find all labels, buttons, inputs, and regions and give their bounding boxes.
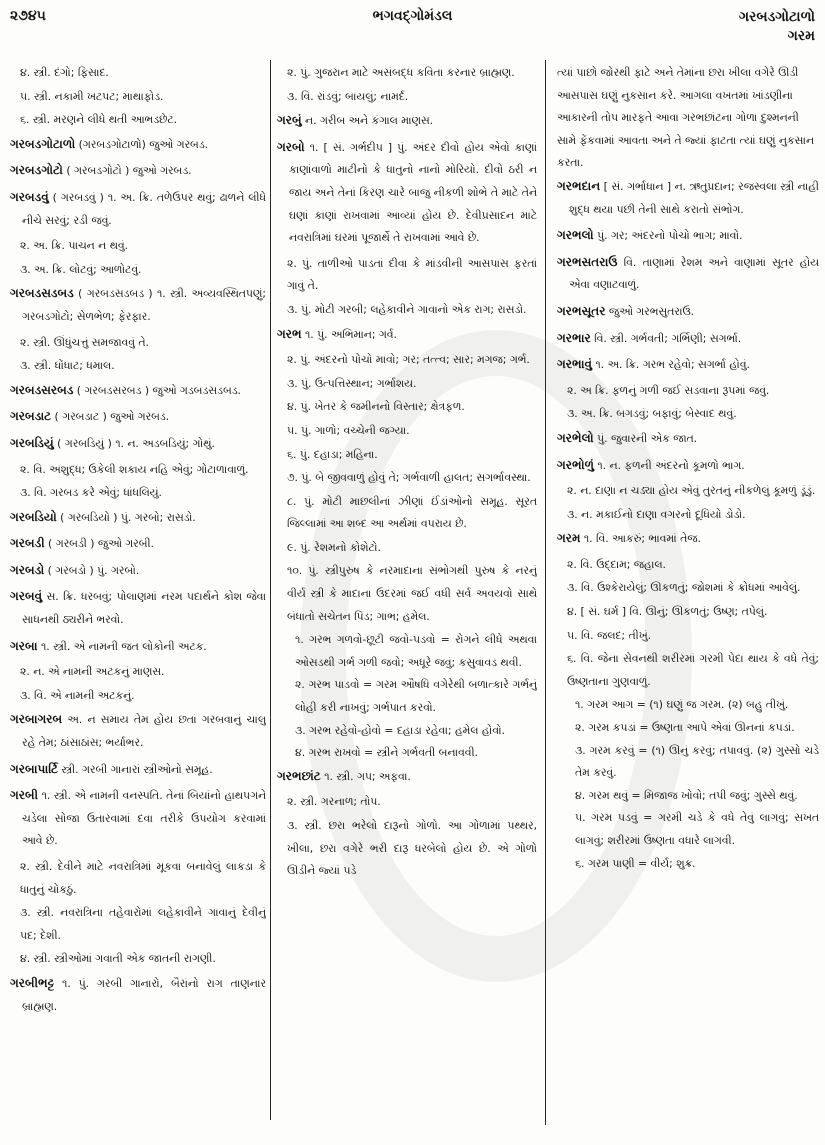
sub-sense: ૨. પું. અંદરનો પોચો માવો; ગર; તત્ત્વ; સાર; મગજ; ગર્ભ. — [287, 353, 530, 367]
sub-sense: ૬. વિ. જેના સેવનથી શરીરમાં ગરમી પેદા થાય કે વધે તેવું; ઉષ્ણતાના ગુણવાળું. — [567, 652, 819, 688]
headword: ગરબડગોટો — [10, 163, 63, 178]
headword: ગરબડાટ — [10, 409, 52, 424]
dictionary-entry — [557, 224, 819, 248]
dictionary-entry — [10, 635, 266, 659]
sub-sense: ૨. ન. દાણા ન ચડ્યા હોય એવું તુરતનું નીકળેલું કૂમળું ડૂંડું. — [567, 484, 816, 498]
dictionary-entry — [557, 353, 819, 377]
definition: ન. ગરીબ અને કંગાલ માણસ. — [301, 114, 434, 128]
dictionary-entry — [557, 427, 819, 451]
idiom-phrase: ૧. ગરમ આગ = (૧) ઘણું જ ગરમ. (૨) બહુ તીખું. — [575, 698, 789, 712]
definition: ૧. સ્ત્રી. એ નામની વનસ્પતિ. તેનાં બિયાંનો હાથપગને ચડેલા સોજા ઉતારવામાં દવા તરીકે ઉપયોગ કરવામાં આવે છે. — [22, 789, 266, 848]
page-number: ૨૭૪૫ — [10, 8, 46, 24]
definition: [ સં. ગર્ભાધાન ] ન. ઋતુપ્રદાન; રજસ્વલા સ્ત્રી નાહી શુદ્ધ થયા પછી તેની સાથે કરાતો સંભોગ. — [569, 179, 819, 216]
dictionary-entry — [10, 379, 266, 403]
dictionary-entry — [10, 506, 266, 530]
dictionary-entry — [10, 159, 266, 183]
definition: (ગરબડગોટાળો) જુઓ ગરબડ. — [75, 137, 209, 151]
headword: ગરબડસડબડ — [10, 286, 74, 301]
definition: ( ગરબડો ) પું. ગરબો. — [44, 563, 140, 577]
sub-sense: ૨. સ્ત્રી. ગરનાળ; તોપ. — [287, 795, 381, 809]
definition: ૧. પું. અભિમાન; ગર્વ. — [301, 327, 397, 341]
definition: ૧. અ. ક્રિ. ગરભ રહેવો; સગર્ભા હોવું. — [591, 358, 750, 372]
dictionary-entry — [10, 282, 266, 328]
headword: ગરભસતરાઉ — [557, 254, 618, 269]
dictionary-entry — [10, 972, 266, 1018]
idiom-phrase: ૫. ગરમ પડવું = ગરમી ચડે કે વધે તેવું લાગવું; સખત લાગવું; શરીરમાં ઉષ્ણતા વધારે લાગવી. — [575, 811, 819, 847]
headword: ગરભોળું — [557, 457, 594, 472]
headword: ગરબો — [277, 139, 305, 154]
sub-sense: ૫. વિ. જલદ; તીખું. — [567, 628, 652, 642]
guide-words — [739, 8, 815, 46]
definition: ( ગરબડાટ ) જુઓ ગરબડ. — [51, 410, 170, 424]
dictionary-entry — [10, 532, 266, 556]
headword: ગરભદાન — [557, 178, 601, 193]
sub-sense: ૩. વિ. ગરબડ કરે એવું; ધાંધલિયું. — [20, 486, 162, 500]
headword: ગરભલો — [557, 228, 594, 243]
definition: સ. ક્રિ. ધરબવું; પોલાણમાં નરમ પદાર્થને કોશ જેવા સાધનથી ઠ્યરીને ભરવો. — [22, 590, 266, 627]
idiom-phrase: ૩. ગરભ રહેવો-હોવો = દહાડા રહેવા; હમેલ હોવો. — [295, 723, 506, 737]
dictionary-entry — [557, 527, 819, 551]
definition: ( ગરબડસડબડ ) ૧. સ્ત્રી. અવ્યવસ્થિતપણું; ગરબડગોટો; સેળભેળ; ફેરફાર. — [22, 287, 266, 323]
definition: ૧. ન. ફળની અંદરનો કૂમળો ભાગ. — [593, 458, 745, 472]
dictionary-entry — [10, 405, 266, 429]
sub-sense: ૩. અ. ક્રિ. બગડવું; બફાવું; બેસ્વાદ થવું. — [567, 407, 737, 421]
definition: ( ગરબડસરબડ ) જુઓ ગડબડસડબડ. — [73, 383, 241, 397]
sub-sense: ૩. પું. મોટી ગરબી; લહેકાવીને ગાવાનો એક રાગ; રાસડો. — [287, 302, 527, 316]
idiom-phrase: ૬. ગરમ પાણી = વીર્ય; શુક્ર. — [575, 856, 696, 870]
sub-sense: ૧૦. પું. સ્ત્રીપુરુષ કે નરમાદાના સંભોગથી પુરુષ કે નરનું વીર્ય સ્ત્રી કે માદાના ઉદરમાં જઈ વધી સર્વ અવયવો સાથે બંધાતો સચેતન પિંડ; ગાભ; હમેલ. — [287, 564, 537, 623]
dictionary-entry — [557, 251, 819, 297]
sub-sense: ૨. વિ. ઉદ્દામ; જહાલ. — [567, 557, 666, 571]
headword: ગરબીભટ્ટ — [10, 975, 55, 990]
sub-sense: ૨. સ્ત્રી. ઊંધુંચત્તું સમજાવવું તે. — [20, 335, 149, 349]
column-divider — [545, 60, 546, 1125]
dictionary-entry — [557, 327, 819, 351]
running-title: ભગવદ્ગોમંડલ — [372, 8, 453, 24]
sub-sense: ૩. વિ. રાંડવું; બાયલું; નામર્દ. — [287, 89, 409, 103]
definition: વિ. તાણામાં રેશમ અને વાણામાં સૂતર હોય એવા વણાટવાળું. — [569, 255, 819, 292]
headword: ગરબડવું — [10, 189, 49, 204]
dictionary-entry — [10, 585, 266, 631]
sub-sense: ૯. પું. રેશમનો કોશેટો. — [287, 540, 381, 554]
headword: ગરબા — [10, 638, 38, 653]
headword: ગરભેલો — [557, 430, 594, 445]
sub-sense: ૬. પું. દહાડા; મહિના. — [287, 447, 378, 461]
headword: ગરબવું — [10, 589, 43, 604]
sub-sense: ૩. અ. ક્રિ. લોટવું; આળોટવું. — [20, 262, 142, 276]
headword: ગરમ — [557, 531, 581, 546]
sub-sense: ૩. પું. ઉત્પત્તિસ્થાન; ગર્ભાશય. — [287, 376, 417, 390]
column-middle — [277, 62, 537, 1122]
definition: પું. ગર; અંદરનો પોચો ભાગ; માવો. — [593, 229, 743, 243]
sub-sense: ૨. અ. ક્રિ. પાચન ન થવું. — [20, 239, 129, 253]
idiom-phrase: ૩. ગરમ કરવું = (૧) ઊનું કરવું; તપાવવું. (૨) ગુસ્સો ચડે તેમ કરવું. — [575, 743, 819, 780]
sub-sense: ૭. પું. બે જીવવાળું હોવું તે; ગર્ભવાળી હાલત; સગર્ભાવસ્થા. — [287, 471, 531, 485]
idiom-phrase: ૨. ગરભ પાડવો = ગરમ ઔષધિ વગેરેથી બળાત્કારે ગર્ભનું લોહી કરી નાખવું; ગર્ભપાત કરવો. — [295, 678, 537, 715]
definition: પું. જુવારની એક જાત. — [593, 431, 698, 445]
sub-sense: ૩. સ્ત્રી. ધોંધાટ; ધમાલ. — [20, 359, 115, 373]
column-left — [10, 62, 266, 1137]
dictionary-entry — [10, 432, 266, 456]
column-divider — [270, 60, 271, 1120]
dictionary-entry — [277, 109, 537, 133]
definition: સ્ત્રી. ગરબી ગાનારાં સ્ત્રીઓનો સમૂહ. — [57, 762, 213, 776]
definition: ( ગરબડિયો ) પું. ગરબો; રાસડો. — [56, 510, 196, 524]
sub-sense: ૮. પું. મોટી માછલીનાં ઝીણાં ઈંડાંઓનો સમૂહ. સૂરત જિલ્લામાં આ શબ્દ આ અર્થમાં વપરાય છે. — [287, 494, 537, 531]
definition: ૧. સ્ત્રી. ગપ; અફવા. — [320, 769, 411, 783]
definition: ૧. [ સં. ગર્ભદીપ ] પું. અંદર દીવો હોય એવો કાણાં કાણાંવાળો માટીનો કે ધાતુનો નાનો મોરિયો. દીવો ઠરી ન જાય અને તેનાં કિરણ ચારે બાજુ નીકળી શોભે તે માટે તેને ઘણાં કાણાં રાખવામાં આવ્યાં હોય છે. દેવીપ્રસાદન માટે નવરાત્રિમાં ઘરમાં પૂજાર્થે તે રાખવામાં આવે છે. — [289, 140, 537, 245]
headword: ગરભ — [277, 326, 302, 341]
sub-sense: ૪. [ સં. ઘર્મ ] વિ. ઊનું; ઊકળતું; ઉષ્ણ; તપેલું. — [567, 605, 768, 619]
headword: ગરબડિયું — [10, 435, 54, 450]
headword: ગરબાગરબ — [10, 712, 63, 727]
idiom-phrase: ૪. ગરભ રાખવો = સ્ત્રીને ગર્ભવતી બનાવવી. — [295, 746, 478, 760]
definition: ( ગરબડવું ) ૧. અ. ક્રિ. તળેઉપર થવું; ઢાળને લીધે નીચે સરવું; રડી જવું. — [22, 190, 266, 227]
definition: વિ. સ્ત્રી. ગર્ભવતી; ગર્ભિણી; સગર્ભા. — [590, 331, 742, 345]
headword: ગરબડિયો — [10, 509, 57, 524]
sub-sense: ૫. સ્ત્રી. નકામી ખટપટ; માથાફોડ. — [20, 89, 164, 103]
sub-sense: ૨. સ્ત્રી. દેવીને માટે નવરાત્રિમાં મૂકવા બનાવેલું લાકડા કે ધાતુનું ચોકઠું. — [20, 860, 266, 896]
idiom-phrase: ૨. ગરમ કપડાં = ઉષ્ણતા આપે એવાં ઊનનાં કપડાં. — [575, 721, 795, 735]
definition: ૧. સ્ત્રી. એ નામની જત લોકોની અટક. — [37, 639, 207, 653]
dictionary-entry — [557, 175, 819, 221]
sub-sense: ૪. પું. ખેતર કે જમીનનો વિસ્તાર; ક્ષેત્રફળ. — [287, 400, 465, 414]
dictionary-entry — [10, 559, 266, 583]
definition: ( ગરબડિયું ) ૧. ન. અડબડિયું; ગોથું. — [53, 436, 215, 450]
definition: ૧. પું. ગરબી ગાનારો, બૈરાંનો રાગ તાણનાર બ્રાહ્મણ. — [22, 976, 266, 1013]
sub-sense: ૨. વિ. અશુદ્ધ; ઉકેલી શકાય નહિ એવું; ગોટાળાવાળું. — [20, 462, 249, 476]
definition: ( ગરબડી ) જુઓ ગરબી. — [44, 537, 154, 551]
definition: જુઓ ગરભસુતરાઉ. — [605, 304, 695, 318]
dictionary-entry — [277, 323, 537, 347]
dictionary-entry — [557, 300, 819, 324]
guide-word-last: ગરમ — [787, 28, 815, 44]
headword: ગરભછાંટ — [277, 768, 321, 783]
definition: ( ગરબડગોટો ) જુઓ ગરબડ. — [62, 164, 192, 178]
sub-sense: ૩. વિ. એ નામની અટકનું. — [20, 688, 135, 702]
dictionary-entry — [277, 136, 537, 250]
headword: ગરભસૂતર — [557, 303, 606, 318]
dictionary-entry — [557, 454, 819, 478]
headword: ગરબડો — [10, 562, 45, 577]
sub-sense: ૬. સ્ત્રી. મરણને લીધે થતી આભડછેટ. — [20, 113, 178, 127]
sub-sense: ૩. ન. મકાઈનો દાણા વગરનો દૂધિયો ડોડો. — [567, 507, 746, 521]
headword: ગરબું — [277, 113, 302, 128]
sub-sense: ૨. પું. ગુજરાન માટે અસંબદ્ધ કવિતા કરનાર બ્રાહ્મણ. — [287, 66, 515, 79]
sub-sense: ૪. સ્ત્રી. સ્ત્રીઓમાં ગવાતી એક જાતની રાગણી. — [20, 952, 216, 966]
sub-sense: ૨. અ ક્રિ. ફળનું ગળી જઈ સડવાના રૂપમાં જવું. — [567, 383, 770, 397]
headword: ગરબડસરબડ — [10, 382, 74, 397]
headword: ગરબડી — [10, 536, 45, 551]
guide-word-first: ગરબડગોટાળો — [738, 9, 815, 25]
headword: ગરબી — [10, 788, 39, 803]
definition: અ. ન સમાય તેમ હોય છતાં ગરબવાનું ચાલુ રહે તેમ; ઠાંસાઠાંસ; ભર્યાભર. — [22, 713, 266, 750]
sub-sense: ૫. પું. ગાળો; વચ્ચેની જગ્યા. — [287, 423, 410, 437]
headword: ગરબાપાર્ટિ — [10, 761, 58, 776]
dictionary-entry — [10, 784, 266, 853]
dictionary-entry — [10, 133, 266, 157]
dictionary-entry — [10, 708, 266, 754]
dictionary-entry — [277, 765, 537, 789]
headword: ગરભાર — [557, 330, 591, 345]
sub-sense: ૩. સ્ત્રી. છરા ભરેલો દારૂનો ગોળો. આ ગોળામાં પથ્થર, ખીલા, છરા વગેરે ભરી દારૂ ધરબેલો હોય છે. એ ગોળો ઊડીને જ્યાં પડે — [287, 819, 537, 878]
sub-sense: ૨. પું. તાળીઓ પાડતાં દીવા કે માંડવીની આસપાસ ફરતાં ગાવું તે. — [287, 256, 537, 293]
sub-sense: ૪. સ્ત્રી. દંગો; ફિસાદ. — [20, 66, 109, 79]
dictionary-entry — [10, 186, 266, 232]
sub-sense: ૩. વિ. ઉશ્કેરાયેલું; ઊકળતું; જોશમાં કે ક્રોધમાં આવેલું. — [567, 581, 801, 595]
idiom-phrase: ૪. ગરમ થવું = મિજાજ ખોવો; તપી જવું; ગુસ્સે થવું. — [575, 788, 798, 802]
sub-sense: ૨. ન. એ નામની અટકનું માણસ. — [20, 665, 165, 679]
dictionary-entry — [10, 758, 266, 782]
column-right — [557, 62, 819, 1122]
sub-sense: ૩. સ્ત્રી. નવરાત્રિના તહેવારોમાં લહેકાવીને ગાવાનું દેવીનું પદ; દેશી. — [20, 906, 266, 942]
headword: ગરભાવું — [557, 357, 592, 372]
continued-definition: ત્યાં પાછો જોરથી ફાટે અને તેમાંના છરા ખીલા વગેરે ઊડી આસપાસ ઘણું નુકસાન કરે. આગલા વખતમાં ખાંડણીના આકારની તોપ મારફતે આવા ગરભછાંટના ગોળા દુશ્મનની સામે ફેંકવામાં આવતા અને તે જ્યાં ફાટતા ત્યાં ઘણું નુકસાન કરતા. — [557, 66, 814, 170]
headword: ગરબડગોટાળો — [10, 136, 76, 151]
definition: ૧. વિ. આકરું; ભાવમાં તેજ. — [580, 532, 701, 546]
page-header — [0, 0, 825, 52]
idiom-phrase: ૧. ગરભ ગળવો-છૂટી જવો-પડવો = રોગને લીધે અથવા ઓસડથી ગર્ભ ગળી જવો; અધૂરે જવું; કસુવાવડ થવી. — [295, 633, 537, 669]
